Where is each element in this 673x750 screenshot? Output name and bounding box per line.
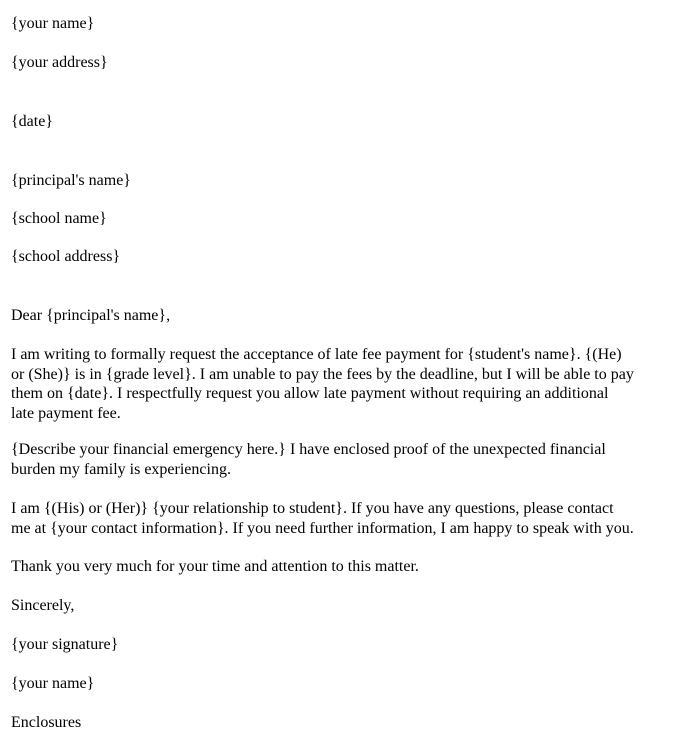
paragraph-line: them on {date}. I respectfully request you allow late payment without requiring an additional — [11, 385, 609, 402]
paragraph-line: I am writing to formally request the acceptance of late fee payment for {student's name}. {(He) — [11, 346, 622, 363]
body-paragraph-3 — [11, 499, 634, 538]
paragraph-line: late payment fee. — [11, 404, 121, 422]
closing: Sincerely, — [11, 597, 75, 614]
signature: {your signature} — [11, 636, 119, 653]
salutation: Dear {principal's name}, — [11, 307, 171, 324]
paragraph-line: burden my family is experiencing. — [11, 460, 231, 478]
school-address: {school address} — [11, 248, 121, 265]
paragraph-line: {Describe your financial emergency here.} I have enclosed proof of the unexpected financial — [11, 441, 606, 458]
paragraph-line: me at {your contact information}. If you need further information, I am happy to speak with you. — [11, 519, 634, 537]
body-paragraph-4: Thank you very much for your time and attention to this matter. — [11, 558, 419, 575]
body-paragraph-2 — [11, 440, 606, 479]
enclosures: Enclosures — [11, 714, 82, 731]
signoff-name: {your name} — [11, 675, 95, 692]
sender-address: {your address} — [11, 54, 108, 71]
paragraph-line: I am {(His) or (Her)} {your relationship to student}. If you have any questions, please contact — [11, 500, 614, 517]
letter-date: {date} — [11, 113, 54, 130]
paragraph-line: or (She)} is in {grade level}. I am unable to pay the fees by the deadline, but I will be able to pay — [11, 365, 634, 383]
sender-name: {your name} — [11, 15, 95, 32]
recipient-name: {principal's name} — [11, 172, 131, 189]
school-name: {school name} — [11, 210, 107, 227]
body-paragraph-1 — [11, 345, 634, 423]
